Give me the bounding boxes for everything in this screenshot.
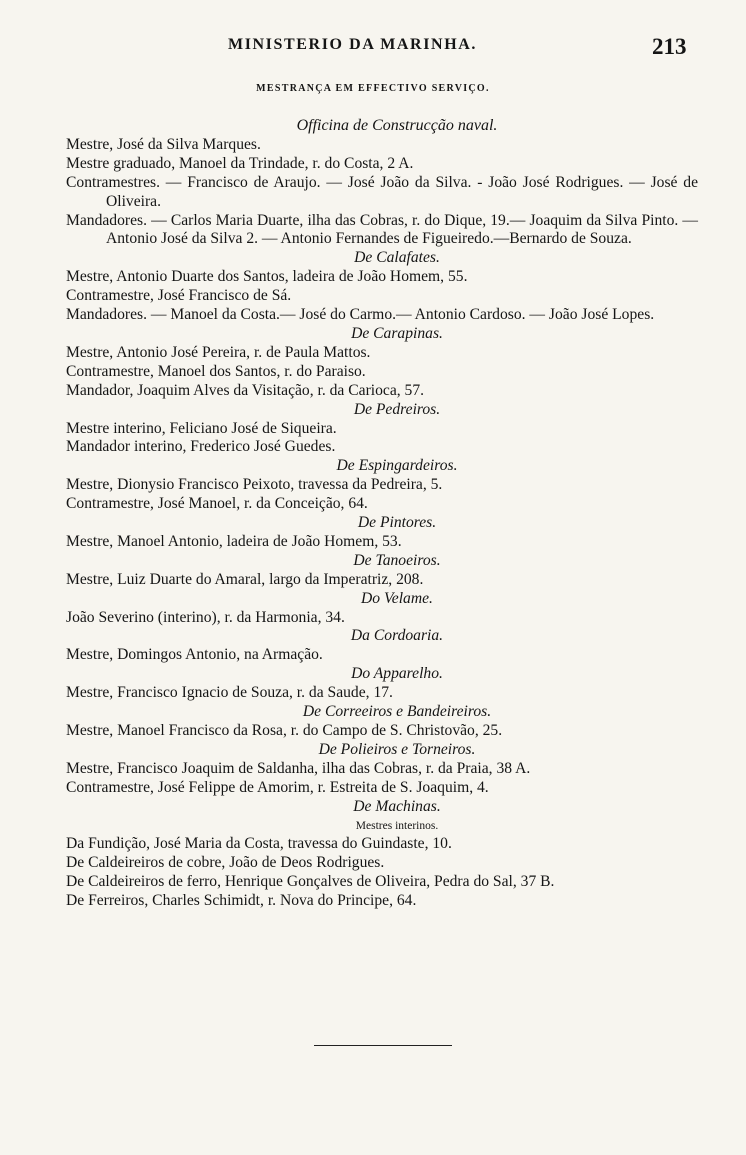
entry: De Caldeireiros de cobre, João de Deos Rodrigues. xyxy=(66,854,385,872)
entry: Mestre, Manoel Antonio, ladeira de João Homem, 53. xyxy=(66,532,402,550)
entry: Mestre, Francisco Joaquim de Saldanha, ilha das Cobras, r. da Praia, 38 A. xyxy=(66,759,531,777)
section-subtitle: MESTRANÇA EM EFFECTIVO SERVIÇO. xyxy=(256,83,490,94)
section-heading: De Pintores. xyxy=(357,514,437,532)
entry: Mandador, Joaquim Alves da Visitação, r. da Carioca, 57. xyxy=(66,381,425,399)
entry: Mandador interino, Frederico José Guedes. xyxy=(66,438,336,456)
entry: Contramestre, Manoel dos Santos, r. do Paraiso. xyxy=(66,362,366,380)
entry: Da Fundição, José Maria da Costa, travessa do Guindaste, 10. xyxy=(66,835,452,853)
entry: Mandadores. — Carlos Maria Duarte, ilha das Cobras, r. do Dique, 19.— Joaquim da Silva Pinto. — Antonio José da Silva 2. — Antonio Fernandes de Figueiredo.—Bernardo de Souza. xyxy=(66,211,698,248)
section-heading: De Carapinas. xyxy=(351,324,443,342)
closing-rule xyxy=(314,1045,452,1046)
section-heading: De Espingardeiros. xyxy=(336,457,458,475)
section-heading: De Tanoeiros. xyxy=(353,551,441,569)
section-heading: De Correeiros e Bandeireiros. xyxy=(302,703,492,721)
entry: Contramestres. — Francisco de Araujo. — José João da Silva. - João José Rodrigues. — José de Oliveira. xyxy=(66,173,698,210)
entry: De Caldeireiros de ferro, Henrique Gonçalves de Oliveira, Pedra do Sal, 37 B. xyxy=(66,873,555,891)
entry: Mestre, Dionysio Francisco Peixoto, travessa da Pedreira, 5. xyxy=(66,476,443,494)
entry: João Severino (interino), r. da Harmonia, 34. xyxy=(66,608,345,626)
section-heading: Do Velame. xyxy=(361,589,433,607)
entry: Mestre graduado, Manoel da Trindade, r. do Costa, 2 A. xyxy=(66,154,414,172)
section-heading: De Pedreiros. xyxy=(353,400,441,418)
entry: Mestre, Domingos Antonio, na Armação. xyxy=(66,646,323,664)
entry: Contramestre, José Felippe de Amorim, r. Estreita de S. Joaquim, 4. xyxy=(66,778,489,796)
entry: Contramestre, José Manoel, r. da Conceição, 64. xyxy=(66,495,368,513)
section-heading: Da Cordoaria. xyxy=(350,627,444,645)
section-heading: Officina de Construcção naval. xyxy=(296,117,498,134)
entry: Mestre, Manoel Francisco da Rosa, r. do Campo de S. Christovão, 25. xyxy=(66,722,503,739)
entry: Mestre, Luiz Duarte do Amaral, largo da Imperatriz, 208. xyxy=(66,570,424,588)
section-heading: De Machinas. xyxy=(353,797,441,815)
page-header xyxy=(0,34,746,60)
entry: Mestre, José da Silva Marques. xyxy=(66,135,261,153)
section-heading: De Calafates. xyxy=(354,249,440,267)
entry: Mestre, Antonio José Pereira, r. de Paula Mattos. xyxy=(66,343,371,361)
entry: Contramestre, José Francisco de Sá. xyxy=(66,287,292,305)
entry: Mestre interino, Feliciano José de Siqueira. xyxy=(66,419,337,437)
running-title: MINISTERIO DA MARINHA. xyxy=(228,36,477,53)
section-heading: De Polieiros e Torneiros. xyxy=(318,740,476,758)
page-number: 213 xyxy=(652,34,687,59)
entry: Mandadores. — Manoel da Costa.— José do Carmo.— Antonio Cardoso. — João José Lopes. xyxy=(66,306,655,324)
entry: De Ferreiros, Charles Schimidt, r. Nova do Principe, 64. xyxy=(66,892,417,910)
section-heading: Do Apparelho. xyxy=(351,665,443,683)
section-subheading: Mestres interinos. xyxy=(355,819,439,832)
document-body xyxy=(66,117,698,911)
entry: Mestre, Antonio Duarte dos Santos, ladeira de João Homem, 55. xyxy=(66,268,468,286)
entry: Mestre, Francisco Ignacio de Souza, r. da Saude, 17. xyxy=(66,684,393,702)
